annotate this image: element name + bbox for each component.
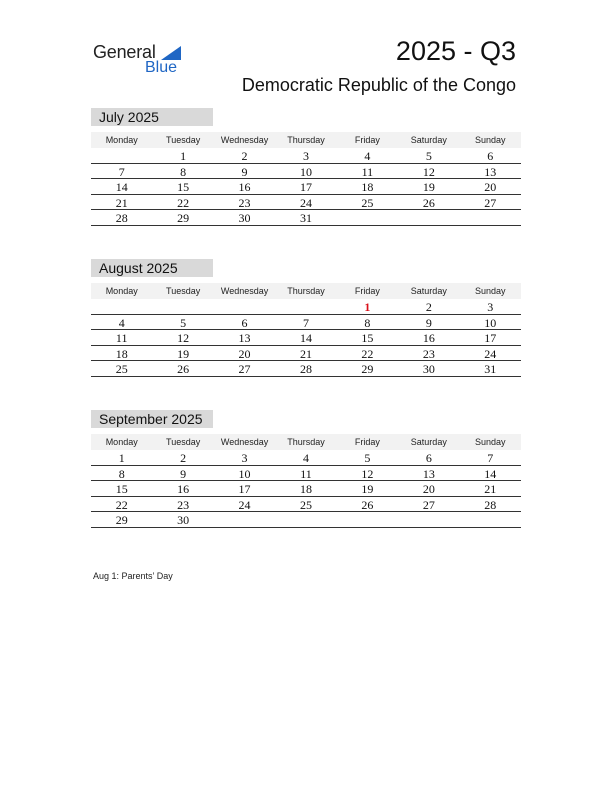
day-cell: 16 bbox=[177, 482, 190, 497]
day-cell: 18 bbox=[115, 346, 128, 361]
week-row bbox=[91, 195, 521, 211]
day-cell: 3 bbox=[302, 149, 309, 163]
day-cell: 9 bbox=[425, 315, 432, 330]
weekday-label: Tuesday bbox=[166, 437, 201, 447]
day-cell: 4 bbox=[302, 451, 309, 465]
day-cell: 26 bbox=[361, 497, 374, 512]
day-cell: 26 bbox=[177, 362, 190, 377]
day-cell: 21 bbox=[484, 482, 497, 497]
day-cell: 24 bbox=[238, 497, 251, 512]
logo-triangle-icon bbox=[161, 46, 181, 60]
empty-day-cell bbox=[214, 512, 275, 527]
weekday-label: Monday bbox=[105, 135, 138, 145]
empty-day-cell bbox=[398, 210, 459, 225]
month-august bbox=[91, 259, 521, 377]
day-cell: 29 bbox=[177, 211, 190, 226]
weekday-label: Sunday bbox=[474, 437, 506, 447]
day-cell: 28 bbox=[299, 362, 312, 377]
week-row bbox=[91, 179, 521, 195]
day-cell: 7 bbox=[487, 451, 494, 465]
week-row bbox=[91, 315, 521, 331]
day-cell: 9 bbox=[241, 164, 248, 179]
day-cell: 25 bbox=[299, 497, 312, 512]
week-row bbox=[91, 481, 521, 497]
day-cell: 10 bbox=[484, 315, 497, 330]
day-cell: 8 bbox=[180, 164, 187, 179]
day-cell: 13 bbox=[484, 164, 497, 179]
day-cell: 31 bbox=[299, 211, 312, 226]
weekday-label: Thursday bbox=[287, 286, 325, 296]
day-cell: 2 bbox=[425, 300, 432, 314]
day-cell: 21 bbox=[115, 195, 128, 210]
empty-day-cell bbox=[337, 210, 398, 225]
day-cell: 6 bbox=[487, 149, 494, 163]
day-cell: 23 bbox=[238, 195, 251, 210]
month-label: September 2025 bbox=[91, 410, 213, 428]
week-row bbox=[91, 346, 521, 362]
day-cell: 29 bbox=[115, 513, 128, 528]
day-cell: 3 bbox=[241, 451, 248, 465]
weekday-label: Sunday bbox=[474, 286, 506, 296]
weekday-label: Thursday bbox=[287, 135, 325, 145]
day-cell: 13 bbox=[422, 466, 435, 481]
day-cell: 30 bbox=[177, 513, 190, 528]
day-cell: 9 bbox=[180, 466, 187, 481]
day-cell: 24 bbox=[484, 346, 497, 361]
day-cell: 27 bbox=[238, 362, 251, 377]
day-cell: 5 bbox=[364, 451, 371, 465]
day-cell: 15 bbox=[177, 180, 190, 195]
day-cell: 8 bbox=[364, 315, 371, 330]
day-cell: 11 bbox=[300, 466, 312, 481]
week-row bbox=[91, 299, 521, 315]
day-cell: 12 bbox=[177, 331, 190, 346]
day-cell: 17 bbox=[299, 180, 312, 195]
day-cell: 12 bbox=[422, 164, 435, 179]
day-cell: 15 bbox=[115, 482, 128, 497]
day-cell: 5 bbox=[180, 315, 187, 330]
day-cell: 8 bbox=[118, 466, 125, 481]
day-cell: 4 bbox=[364, 149, 371, 163]
weekday-label: Wednesday bbox=[220, 286, 269, 296]
month-july bbox=[91, 108, 521, 226]
empty-day-cell bbox=[214, 299, 275, 314]
day-cell: 31 bbox=[484, 362, 497, 377]
day-cell: 18 bbox=[299, 482, 312, 497]
day-cell: 20 bbox=[484, 180, 497, 195]
day-cell: 20 bbox=[238, 346, 251, 361]
day-cell: 28 bbox=[115, 211, 128, 226]
weekday-header-row bbox=[91, 434, 521, 450]
day-cell: 1 bbox=[118, 451, 125, 465]
weekday-label: Sunday bbox=[474, 135, 506, 145]
day-cell: 19 bbox=[422, 180, 435, 195]
day-cell: 20 bbox=[422, 482, 435, 497]
weekday-label: Saturday bbox=[410, 286, 447, 296]
country-name: Democratic Republic of the Congo bbox=[241, 75, 516, 95]
weekday-label: Saturday bbox=[410, 135, 447, 145]
day-cell: 27 bbox=[484, 195, 497, 210]
day-cell: 10 bbox=[238, 466, 251, 481]
day-cell: 25 bbox=[361, 195, 374, 210]
week-row bbox=[91, 361, 521, 377]
day-cell: 7 bbox=[118, 164, 125, 179]
week-row bbox=[91, 164, 521, 180]
day-cell: 17 bbox=[238, 482, 251, 497]
holiday-note: Aug 1: Parents’ Day bbox=[93, 571, 173, 581]
empty-day-cell bbox=[275, 512, 336, 527]
empty-day-cell bbox=[460, 512, 521, 527]
month-label: July 2025 bbox=[91, 108, 213, 126]
day-cell: 11 bbox=[361, 164, 374, 179]
day-cell: 22 bbox=[115, 497, 128, 512]
day-cell: 18 bbox=[361, 180, 374, 195]
day-cell: 23 bbox=[422, 346, 435, 361]
day-cell: 16 bbox=[238, 180, 251, 195]
generalblue-logo bbox=[93, 42, 193, 78]
month-september bbox=[91, 410, 521, 528]
day-cell: 14 bbox=[115, 180, 128, 195]
week-row bbox=[91, 466, 521, 482]
weekday-header-row bbox=[91, 283, 521, 299]
empty-day-cell bbox=[337, 512, 398, 527]
weekday-label: Friday bbox=[354, 135, 380, 145]
week-row bbox=[91, 497, 521, 513]
week-row bbox=[91, 148, 521, 164]
day-cell: 2 bbox=[241, 149, 248, 163]
weekday-label: Thursday bbox=[287, 437, 325, 447]
weekday-label: Monday bbox=[105, 286, 138, 296]
day-cell: 12 bbox=[361, 466, 374, 481]
empty-day-cell bbox=[398, 512, 459, 527]
weekday-label: Wednesday bbox=[220, 437, 269, 447]
weekday-label: Friday bbox=[354, 437, 380, 447]
day-cell: 23 bbox=[177, 497, 190, 512]
day-cell: 19 bbox=[177, 346, 190, 361]
day-cell: 6 bbox=[241, 315, 248, 330]
day-cell: 19 bbox=[361, 482, 374, 497]
holiday-day-cell: 1 bbox=[364, 300, 371, 314]
weekday-label: Saturday bbox=[410, 437, 447, 447]
page-title: 2025 - Q3 bbox=[395, 36, 516, 66]
weekday-label: Friday bbox=[354, 286, 380, 296]
day-cell: 17 bbox=[484, 331, 497, 346]
day-cell: 25 bbox=[115, 362, 128, 377]
weekday-label: Wednesday bbox=[220, 135, 269, 145]
day-cell: 22 bbox=[361, 346, 374, 361]
week-row bbox=[91, 512, 521, 528]
day-cell: 29 bbox=[361, 362, 374, 377]
week-row bbox=[91, 450, 521, 466]
month-label: August 2025 bbox=[91, 259, 213, 277]
logo-text-blue: Blue bbox=[145, 59, 178, 76]
day-cell: 26 bbox=[422, 195, 435, 210]
day-cell: 24 bbox=[299, 195, 312, 210]
day-cell: 28 bbox=[484, 497, 497, 512]
day-cell: 13 bbox=[238, 331, 251, 346]
day-cell: 11 bbox=[115, 331, 128, 346]
day-cell: 16 bbox=[422, 331, 435, 346]
week-row bbox=[91, 330, 521, 346]
day-cell: 4 bbox=[118, 315, 125, 330]
empty-day-cell bbox=[91, 148, 152, 163]
day-cell: 6 bbox=[425, 451, 432, 465]
empty-day-cell bbox=[275, 299, 336, 314]
day-cell: 21 bbox=[299, 346, 312, 361]
day-cell: 30 bbox=[238, 211, 251, 226]
day-cell: 10 bbox=[299, 164, 312, 179]
weekday-label: Tuesday bbox=[166, 286, 201, 296]
weekday-label: Tuesday bbox=[166, 135, 201, 145]
day-cell: 14 bbox=[299, 331, 312, 346]
day-cell: 5 bbox=[425, 149, 432, 163]
day-cell: 22 bbox=[177, 195, 190, 210]
day-cell: 15 bbox=[361, 331, 374, 346]
day-cell: 2 bbox=[180, 451, 187, 465]
day-cell: 14 bbox=[484, 466, 497, 481]
weekday-label: Monday bbox=[105, 437, 138, 447]
logo-text-general: General bbox=[93, 42, 156, 62]
day-cell: 1 bbox=[180, 149, 187, 163]
week-row bbox=[91, 210, 521, 226]
day-cell: 3 bbox=[487, 300, 494, 314]
empty-day-cell bbox=[460, 210, 521, 225]
day-cell: 30 bbox=[422, 362, 435, 377]
day-cell: 7 bbox=[302, 315, 309, 330]
weekday-header-row bbox=[91, 132, 521, 148]
empty-day-cell bbox=[91, 299, 152, 314]
empty-day-cell bbox=[152, 299, 213, 314]
day-cell: 27 bbox=[422, 497, 435, 512]
